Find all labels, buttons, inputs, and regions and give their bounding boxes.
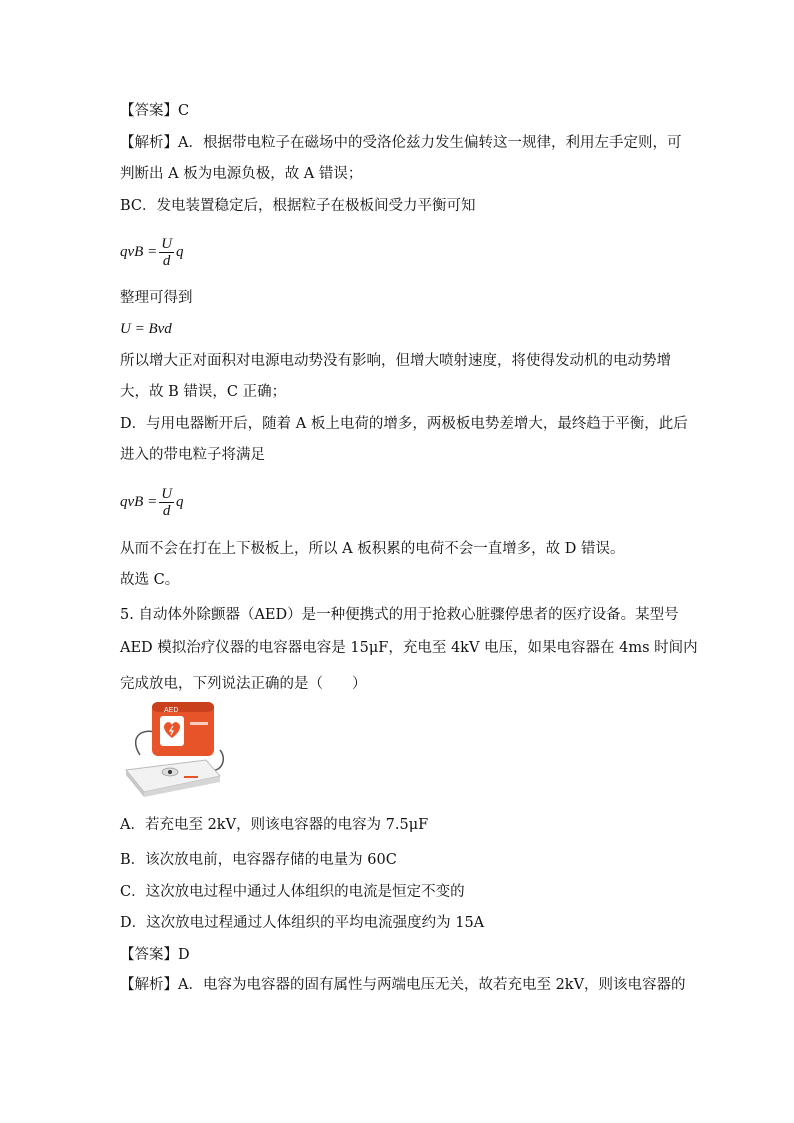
option-d: D．这次放电过程通过人体组织的平均电流强度约为 15A	[120, 915, 485, 931]
equation-lhs: qvB =	[120, 493, 158, 510]
analysis-1-line-9: 从而不会在打在上下极板上，所以 A 板积累的电荷不会一直增多，故 D 错误。	[120, 541, 625, 557]
analysis-1-line-5: 所以增大正对面积对电源电动势没有影响，但增大喷射速度，将使得发动机的电动势增	[120, 353, 671, 369]
equation-qvb-1	[120, 232, 184, 272]
equation-qvb-2	[120, 482, 184, 522]
analysis-1-line-4: 整理可得到	[120, 290, 193, 306]
analysis-2-line-1: 【解析】A．电容为电容器的固有属性与两端电压无关，故若充电至 2kV，则该电容器的	[120, 977, 686, 993]
question-5-line-2: AED 模拟治疗仪器的电容器电容是 15μF，充电至 4kV 电压，如果电容器在 4ms 时间内	[120, 640, 698, 656]
trainer-stripe	[184, 776, 198, 778]
analysis-1-line-8: 进入的带电粒子将满足	[120, 447, 265, 463]
analysis-1-line-7: D．与用电器断开后，随着 A 板上电荷的增多，两极板电势差增大，最终趋于平衡，此后	[120, 416, 688, 432]
answer-label-1: 【答案】C	[120, 103, 190, 119]
fraction-numerator: U	[161, 485, 173, 502]
analysis-1-line-1: 【解析】A．根据带电粒子在磁场中的受洛伦兹力发生偏转这一规律，利用左手定则，可	[120, 135, 682, 151]
analysis-1-line-3: BC．发电装置稳定后，根据粒子在极板间受力平衡可知	[120, 198, 476, 214]
analysis-1-line-6: 大，故 B 错误，C 正确；	[120, 384, 287, 400]
equation-u-bvd: U = Bvd	[120, 321, 172, 337]
question-5-line-3: 完成放电，下列说法正确的是（ ）	[120, 676, 367, 692]
analysis-1-line-2: 判断出 A 板为电源负极，故 A 错误；	[120, 166, 363, 182]
option-c: C．这次放电过程中通过人体组织的电流是恒定不变的	[120, 884, 465, 900]
equation-rhs: q	[176, 493, 184, 510]
equation-fraction	[159, 236, 174, 269]
equation-fraction	[159, 486, 174, 519]
equation-lhs: qvB =	[120, 243, 158, 260]
aed-stripe	[190, 722, 208, 725]
aed-device-illustration	[120, 700, 230, 798]
trainer-indicator	[168, 770, 172, 774]
equation-rhs: q	[176, 243, 184, 260]
cable-line	[212, 750, 223, 770]
option-a: A．若充电至 2kV，则该电容器的电容为 7.5μF	[120, 817, 429, 833]
fraction-denominator: d	[162, 502, 171, 519]
option-b: B．该次放电前，电容器存储的电量为 60C	[120, 852, 397, 868]
analysis-1-line-10: 故选 C。	[120, 572, 180, 588]
fraction-denominator: d	[162, 252, 171, 269]
fraction-numerator: U	[161, 235, 173, 252]
aed-device-image	[120, 700, 230, 798]
question-5-line-1: 5. 自动体外除颤器（AED）是一种便携式的用于抢救心脏骤停患者的医疗设备。某型号	[120, 607, 679, 623]
answer-label-2: 【答案】D	[120, 947, 190, 963]
aed-case-top	[152, 702, 214, 712]
aed-logo-text: AED	[164, 707, 179, 714]
